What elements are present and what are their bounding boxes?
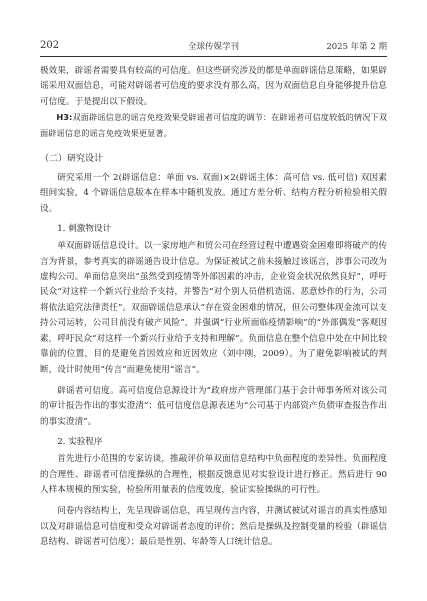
hypothesis-label: H3: — [56, 112, 73, 123]
paragraph: 单双面辟谣信息设计。以一家房地产和贸公司在经营过程中遭遇资金困难即将破产的传言为背景，参考真实的辟谣通告设计信息。为保证被试之前未接触过该谣言，涉事公司改为虚构公司。单面信息突出“虽然受到疫情等外部因素的冲击，企业资金状况依然良好”，呼吁民众“对这样一个新兴行业给予支持，并警告“对个别人员借机造谣、恶意炒作的行为，公司将依法追究法律责任”。双面辟谣信息承认“存在资金困难的情况，但公司整体现金流可以支持公司运转，公司目前没有破产风险”，并强调“行业所面临疫情影响”的“外部偶发”客观因素，呼吁民众“对这样一个新兴行业给予支持和理解”。负面信息在整个信息中处在中间比较靠前的位置，目的是避免首因效应和近因效应（刘中刚，2009）。为了避免影响被试的判断，设计时使用“传言”而避免使用“谣言”。 — [40, 241, 387, 375]
paragraph: 研究采用一个 2(辟谣信息：单面 vs. 双面)×2(辟谣主体：高可信 vs. 低可信) 双因素组间实验，4 个辟谣信息版本在样本中随机发放。通过方差分析、结构方程分析检验相关假设。 — [40, 173, 387, 214]
section-heading: （二）研究设计 — [40, 154, 104, 165]
running-header — [40, 40, 387, 54]
paragraph: 首先进行小范围的专家访谈，推敲评价单双面信息结构中负面程度的差异性、负面程度的合理性、辟谣者可信度操纵的合理性，根据反馈意见对实验设计进行修正。然后进行 90 人样本规模的预实验，检验所用量表的信度效度，验证实验操纵的可行性。 — [40, 454, 387, 495]
issue-label: 2025 年第 2 期 — [326, 42, 387, 52]
subsection-heading: 2. 实验程序 — [57, 437, 103, 448]
hypothesis-h3 — [40, 110, 387, 141]
paragraph: 辟谣者可信度。高可信度信息源设计为“政府房产管理部门基于会计师事务所对该公司的审计报告作出的事实澄清”；低可信度信息源表述为“公司基于内部资产负债审查报告作出的事实澄清”。 — [40, 385, 387, 427]
journal-title: 全球传媒学刊 — [187, 42, 239, 52]
paragraph: 问卷内容结构上，先呈现辟谣信息，再呈现传言内容，并测试被试对谣言的真实性感知以及对辟谣信息可信度和受众对辟谣者态度的评价；然后是操纵及控制变量的检验（辟谣信息结构、辟谣者可信度）；最后是性别、年龄等人口统计信息。 — [40, 506, 387, 548]
main-text — [40, 64, 387, 551]
hypothesis-text: 双面辟谣信息的谣言免疫效果受辟谣者可信度的调节：在辟谣者可信度较低的情况下双面辟谣信息的谣言免疫效果更显著。 — [40, 112, 387, 138]
header-rule — [40, 56, 387, 57]
paragraph: 极效果，辟谣者需要具有较高的可信度。但这些研究涉及的都是单面辟谣信息策略，如果辟谣采用双面信息，可能对辟谣者可信度的要求没有那么高，因为双面信息自身能够提升信息可信度。于是提出以下假设。 — [40, 66, 387, 107]
subsection-heading: 1. 刺激物设计 — [57, 224, 112, 235]
page-number: 202 — [40, 40, 60, 51]
